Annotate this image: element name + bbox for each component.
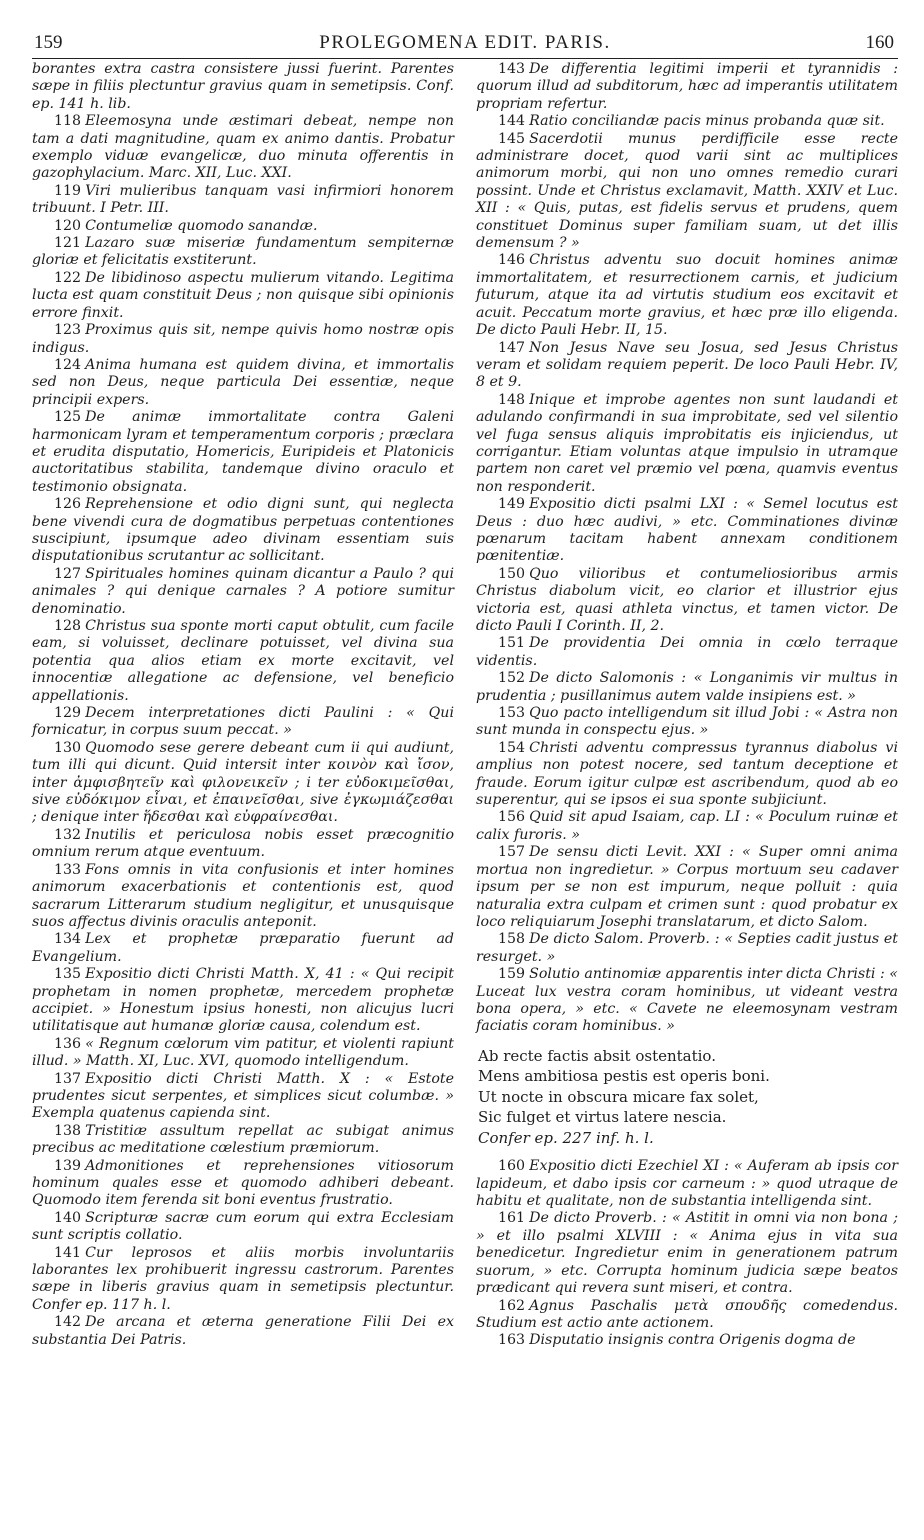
entry <box>32 113 454 183</box>
verse-line: Sic fulget et virtus latere nescia. <box>478 1108 727 1127</box>
entry-text: Eleemosyna unde æstimari debeat, nempe non tam a dati magnitudine, quam ex animo dantis. Probatur exemplo viduæ evangelicæ, duo minuta offerentis in gazophylacium. Marc. XII, Luc. XXI. <box>32 113 454 182</box>
entry-number: 126 <box>54 496 82 513</box>
entry-number: 159 <box>498 966 526 983</box>
entry-number: 136 <box>54 1035 82 1052</box>
entry <box>32 183 454 218</box>
entry-number: 154 <box>498 739 526 756</box>
entry <box>32 1071 454 1123</box>
entry-text: Reprehensione et odio digni sunt, qui neglecta bene vivendi cura de dogmatibus perpetuas contentiones suscipiunt, ipsumque adeo divinam essentiam suis disputationibus scrutantur ac sollicitant. <box>32 496 454 565</box>
entry-text: Quid sit apud Isaiam, cap. LI : « Poculum ruinæ et calix furoris. » <box>476 809 898 843</box>
entry-number: 156 <box>498 809 526 826</box>
entry <box>476 566 898 636</box>
entry <box>32 966 454 1036</box>
entry-number: 125 <box>54 409 82 426</box>
entry-number: 128 <box>54 618 82 634</box>
entry-text: De dicto Salom. Proverb. : « Septies cadit justus et resurget. » <box>476 931 898 965</box>
entry <box>32 218 454 235</box>
entry <box>476 740 898 810</box>
entry <box>32 1314 454 1349</box>
entry-text: De dicto Proverb. : « Astitit in omni via non bona ; » et illo psalmi XLVIII : « Anima ejus in vita sua benedicetur. Ingredietur enim in generationem patrum suorum, » etc. Corrupta hominum judicia sæpe beatos prædicant qui revera sunt miseri, et contra. <box>476 1210 898 1297</box>
entry-text: Sacerdotii munus perdifficile esse recte administrare docet, quod varii sint ac multiplices animorum morbi, qui non uno omnes remedio curari possint. Unde et Christus exclamavit, Matth. XXIV et Luc. XII : « Quis, putas, est fidelis servus et prudens, quem constituet Dominus super familiam suam, ut det illis demensum ? » <box>476 130 898 252</box>
entry <box>32 322 454 357</box>
entry <box>32 1245 454 1315</box>
entry-number: 144 <box>498 113 526 130</box>
entry <box>32 740 454 827</box>
entry-number: 118 <box>54 113 82 130</box>
entry <box>476 966 898 1036</box>
entry-number: 120 <box>54 217 82 234</box>
entry-text: Disputatio insignis contra Origenis dogma de <box>529 1332 856 1349</box>
entry <box>32 705 454 740</box>
entry-number: 150 <box>498 565 526 582</box>
entry-text: Quo pacto intelligendum sit illud Jobi : « Astra non sunt munda in conspectu ejus. » <box>476 705 898 739</box>
entry-text: Lazaro suæ miseriæ fundamentum sempiternæ gloriæ et felicitatis exstiterunt. <box>32 235 454 269</box>
entry-text: Scripturæ sacræ cum eorum qui extra Ecclesiam sunt scriptis collatio. <box>32 1209 454 1244</box>
header-rule <box>32 58 898 59</box>
entry-number: 147 <box>498 339 526 356</box>
entry-text: Proximus quis sit, nempe quivis homo nostræ opis indigus. <box>32 322 454 356</box>
entry-text: Solutio antinomiæ apparentis inter dicta Christi : « Luceat lux vestra coram hominibus, ut videant vestra bona opera, » etc. « Cavete ne eleemosynam vestram faciatis coram hominibus. » <box>476 966 898 1035</box>
entry-number: 119 <box>54 182 82 199</box>
entry-text: De providentia Dei omnia in cœlo terraque videntis. <box>476 635 898 669</box>
page-header <box>32 26 898 58</box>
columns <box>32 61 898 1350</box>
entry-text: Contumeliæ quomodo sanandæ. <box>85 217 318 234</box>
entry-text: Cur leprosos et aliis morbis involuntariis laborantes lex prohibuerit ingressu castrorum. Parentes sæpe in liberis gravius quam in semetipsis plectuntur. Confer ep. 117 h. l. <box>32 1244 454 1313</box>
entry-number: 132 <box>54 826 82 843</box>
left-column <box>32 61 454 1350</box>
entry <box>476 670 898 705</box>
entry-text: De sensu dicti Levit. XXI : « Super omni anima mortua non ingredietur. » Corpus mortuum seu cadaver ipsum per se non est impurum, neque polluit : quia naturalia extra culpam et crimen sunt : quod probatur ex loco reliquiarum Josephi translatarum, et dicto Salom. <box>476 844 898 930</box>
entry <box>32 618 454 705</box>
entry <box>476 1158 898 1210</box>
entry <box>476 635 898 670</box>
entry <box>32 270 454 322</box>
entry-number: 124 <box>54 356 82 373</box>
entry-number: 152 <box>498 670 526 687</box>
entry-text: Viri mulieribus tanquam vasi infirmiori honorem tribuunt. I Petr. III. <box>32 182 454 217</box>
entry-text: Christus adventu suo docuit homines animæ immortalitatem, et resurrectionem carnis, et judicium futurum, atque ita ad virtutis studium eos excitavit et acuit. Peccatum morte gravius, et hæc præ illo eligenda. De dicto Pauli Hebr. II, 15. <box>476 252 898 339</box>
right-page-number: 160 <box>865 32 894 53</box>
entry-text: Non Jesus Nave seu Josua, sed Jesus Christus veram et solidam requiem peperit. De loco Pauli Hebr. IV, 8 et 9. <box>476 339 898 391</box>
entry-number: 138 <box>54 1122 82 1139</box>
running-title: PROLEGOMENA EDIT. PARIS. <box>319 32 611 53</box>
verse-block <box>478 1046 898 1149</box>
verse-line: Mens ambitiosa pestis est operis boni. <box>478 1067 770 1086</box>
entry-number: 161 <box>498 1210 526 1227</box>
entry-text: Agnus Paschalis μετὰ σπουδῆς comedendus. Studium est actio ante actionem. <box>476 1297 898 1331</box>
entry-text: Fons omnis in vita confusionis et inter homines animorum exacerbationis et contentionis est, quod sacrarum Litterarum studium negligitur, et unusquisque suos affectus divinis oraculis anteponit. <box>32 861 454 930</box>
entry-text: Inutilis et periculosa nobis esset præcognitio omnium rerum atque eventuum. <box>32 826 454 861</box>
entry <box>476 1332 898 1349</box>
verse-line: Ab recte factis absit ostentatio. <box>478 1046 716 1065</box>
entry <box>32 1123 454 1158</box>
entry-number: 143 <box>498 61 526 77</box>
entry-text: Ratio conciliandæ pacis minus probanda quæ sit. <box>529 113 885 130</box>
entry-number: 149 <box>498 496 526 513</box>
entry-text: Spirituales homines quinam dicantur a Paulo ? qui animales ? qui denique carnales ? A potiore sumitur denominatio. <box>32 565 454 617</box>
entry-text: Quo vilioribus et contumeliosioribus armis Christus diabolum vicit, eo clarior et illustrior ejus victoria est, quasi athleta vinctus, et tamen victor. De dicto Pauli I Corinth. II, 2. <box>476 565 898 634</box>
entry <box>32 496 454 566</box>
entry-text: Admonitiones et reprehensiones vitiosorum hominum quales esse et quomodo adhiberi debeant. Quomodo item ferenda sit boni eventus frustratio. <box>32 1157 454 1209</box>
entry-text: Expositio dicti Christi Matth. X, 41 : « Qui recipit prophetam in nomen prophetæ, mercedem prophetæ accipiet. » Honestum ipsius honesti, non alicujus lucri utilitatisque aut humanæ gloriæ causa, colendum est. <box>32 966 454 1035</box>
entry-text: De libidinoso aspectu mulierum vitando. Legitima lucta est quam constituit Deus ; non quisque sibi opinionis errore finxit. <box>32 269 454 321</box>
entry-text: borantes extra castra consistere jussi fuerint. Parentes sæpe in filiis plectuntur gravius quam in semetipsis. Conf. ep. 141 h. lib. <box>32 61 454 112</box>
entry-number: 127 <box>54 565 82 582</box>
verse-line: Confer ep. 227 inf. h. l. <box>478 1128 654 1147</box>
entry <box>32 1210 454 1245</box>
entry-text: De animæ immortalitate contra Galeni harmonicam lyram et temperamentum corporis ; præclara et erudita disputatio, Homericis, Euripideis et Platonicis auctoritatibus stabilita, tandemque divino oraculo et testimonio obsignata. <box>32 409 454 495</box>
entry-number: 137 <box>54 1070 82 1087</box>
entry-text: Decem interpretationes dicti Paulini : « Qui fornicatur, in corpus suum peccat. » <box>32 705 454 739</box>
entry-number: 123 <box>54 322 82 339</box>
entry-number: 129 <box>54 705 82 722</box>
entry-number: 121 <box>54 235 82 252</box>
right-column-top <box>476 61 898 1036</box>
entry-text: Expositio dicti Ezechiel XI : « Auferam ab ipsis cor lapideum, et dabo ipsis cor carneum : » quod utraque de habitu et qualitate, non de substantia intelligenda sint. <box>476 1158 898 1210</box>
entry <box>476 392 898 496</box>
entry-number: 151 <box>498 635 526 652</box>
entry-text: « Regnum cœlorum vim patitur, et violenti rapiunt illud. » Matth. XI, Luc. XVI, quomodo intelligendum. <box>32 1035 454 1070</box>
entry <box>32 931 454 966</box>
entry <box>32 862 454 932</box>
entry-number: 163 <box>498 1332 526 1349</box>
entry <box>32 61 454 113</box>
entry-text: Anima humana est quidem divina, et immortalis sed non Deus, neque particula Dei essentiæ, neque principii expers. <box>32 356 454 408</box>
entry-number: 139 <box>54 1157 82 1174</box>
entry-number: 145 <box>498 130 526 147</box>
entry-text: De arcana et æterna generatione Filii Dei ex substantia Dei Patris. <box>32 1314 454 1348</box>
entry-number: 122 <box>54 269 82 286</box>
entry <box>32 827 454 862</box>
entry-number: 146 <box>498 252 526 269</box>
entry-text: Inique et improbe agentes non sunt laudandi et adulando confirmandi in sua improbitate, sed vel silentio vel fuga sensus aliquis improbitatis eis injiciendus, ut corrigantur. Etiam voluntas atque impulsio in utramque partem non caret vel præmio vel pœna, quamvis eventus non responderit. <box>476 391 898 495</box>
entry <box>32 1036 454 1071</box>
entry-number: 141 <box>54 1244 82 1261</box>
entry <box>476 61 898 113</box>
entry-number: 133 <box>54 861 82 878</box>
entry-text: Quomodo sese gerere debeant cum ii qui audiunt, tum illi qui dicunt. Quid intersit inter κοινὸν καὶ ἴσον, inter ἀμφισβητεῖν καὶ φιλονεικεῖν ; i ter εὐδοκιμεῖσθαι, sive εὐδόκιμον εἶναι, et ἐπαινεῖσθαι, sive ἐγκωμιάζεσθαι ; denique inter ἥδεσθαι καὶ εὐφραίνεσθαι. <box>32 739 454 826</box>
entry-number: 162 <box>498 1297 526 1314</box>
entry <box>476 131 898 253</box>
entry <box>476 113 898 130</box>
entry <box>476 705 898 740</box>
entry <box>476 1298 898 1333</box>
entry-number: 142 <box>54 1314 82 1331</box>
entry <box>32 566 454 618</box>
entry <box>32 1158 454 1210</box>
entry-number: 140 <box>54 1209 82 1226</box>
verse-line: Ut nocte in obscura micare fax solet, <box>478 1087 759 1106</box>
entry <box>476 931 898 966</box>
entry <box>476 252 898 339</box>
entry <box>476 1210 898 1297</box>
entry <box>32 357 454 409</box>
right-column <box>476 61 898 1350</box>
entry-text: De differentia legitimi imperii et tyrannidis : quorum illud ad subditorum, hæc ad imperantis utilitatem propriam refertur. <box>476 61 898 112</box>
right-column-bottom <box>476 1158 898 1349</box>
entry-text: Expositio dicti Christi Matth. X : « Estote prudentes sicut serpentes, et simplices sicut columbæ. » Exempla quatenus capienda sint. <box>32 1070 454 1122</box>
entry-number: 158 <box>498 931 526 948</box>
entry-number: 148 <box>498 391 526 408</box>
entry-number: 153 <box>498 705 526 722</box>
entry-number: 157 <box>498 844 526 861</box>
entry <box>32 235 454 270</box>
entry <box>476 496 898 566</box>
entry-text: Lex et prophetæ præparatio fuerunt ad Evangelium. <box>32 931 454 965</box>
entry <box>32 409 454 496</box>
entry-text: Expositio dicti psalmi LXI : « Semel locutus est Deus : duo hæc audivi, » etc. Comminationes divinæ pœnarum tacitam habent annexam conditionem pœnitentiæ. <box>476 496 898 565</box>
entry-text: Tristitiæ assultum repellat ac subigat animus precibus ac meditatione cœlestium præmiorum. <box>32 1122 454 1157</box>
entry-text: Christi adventu compressus tyrannus diabolus vi amplius non potest nocere, sed tantum deceptione et fraude. Eorum igitur culpæ est ascribendum, quod ab eo superentur, qui se ipsos ei sua sponte subjiciunt. <box>476 739 898 809</box>
entry-number: 134 <box>54 931 82 948</box>
entry <box>476 844 898 931</box>
entry-text: De dicto Salomonis : « Longanimis vir multus in prudentia ; pusillanimus autem valde insipiens est. » <box>476 670 898 704</box>
entry-number: 160 <box>498 1158 526 1175</box>
entry-text: Christus sua sponte morti caput obtulit, cum facile eam, si voluisset, declinare potuisset, vel divina sua potentia qua alios etiam ex morte excitavit, vel innocentiæ allegatione ac defensione, vel beneficio appellationis. <box>32 618 454 704</box>
left-page-number: 159 <box>34 32 63 53</box>
entry-number: 135 <box>54 966 82 983</box>
entry <box>476 809 898 844</box>
entry <box>476 340 898 392</box>
entry-number: 130 <box>54 739 82 756</box>
